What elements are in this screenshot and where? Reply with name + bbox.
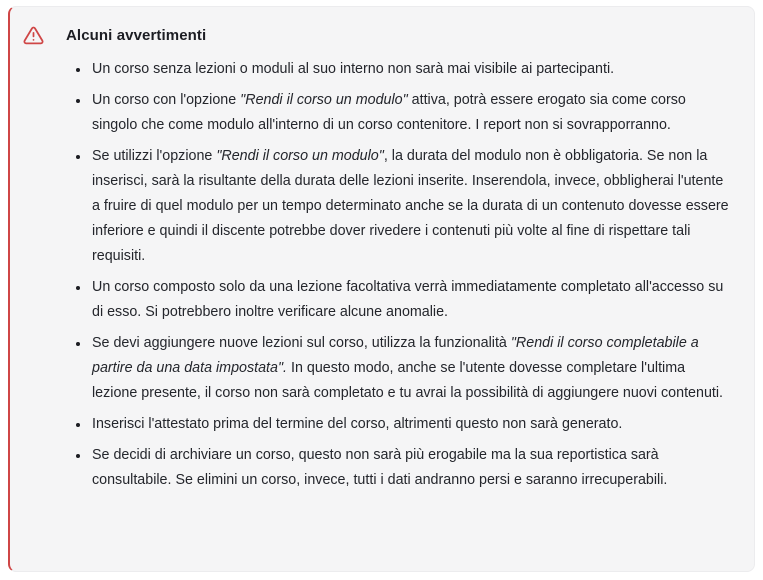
- warning-item: • Inserisci l'attestato prima del termine del corso, altrimenti questo non sarà generato.: [90, 412, 729, 437]
- warnings-list: [22, 57, 729, 493]
- warning-item: • Se utilizzi l'opzione "Rendi il corso un modulo", la durata del modulo non è obbligatoria. Se non la inserisci, sarà la risultante della durata delle lezioni inserite. Inserendola, invece, obbligherai l'utente a fruire di quel modulo per un tempo determinato anche se la durata di un contenuto dovesse essere inferiore e quindi il discente potrebbe dover rivedere i contenuti più volte al fine di rispettare tali requisiti.: [90, 144, 729, 269]
- warning-item: • Se decidi di archiviare un corso, questo non sarà più erogabile ma la sua reportistica sarà consultabile. Se elimini un corso, invece, tutti i dati andranno persi e saranno irrecuperabili.: [90, 443, 729, 493]
- warning-item: • Un corso senza lezioni o moduli al suo interno non sarà mai visibile ai partecipanti.: [90, 57, 729, 82]
- warning-item: • Un corso composto solo da una lezione facoltativa verrà immediatamente completato all'accesso su di esso. Si potrebbero inoltre verificare alcune anomalie.: [90, 275, 729, 325]
- panel-title: Alcuni avvertimenti: [66, 26, 207, 44]
- warning-header: [22, 24, 729, 46]
- warning-item: • Se devi aggiungere nuove lezioni sul corso, utilizza la funzionalità "Rendi il corso completabile a partire da una data impostata". In questo modo, anche se l'utente dovesse completare l'ultima lezione presente, il corso non sarà completato e tu avrai la possibilità di aggiungere nuovi contenuti.: [90, 331, 729, 406]
- warning-triangle-icon: [22, 24, 44, 46]
- warning-callout-panel: [8, 6, 755, 572]
- warning-item: • Un corso con l'opzione "Rendi il corso un modulo" attiva, potrà essere erogato sia come corso singolo che come modulo all'interno di un corso contenitore. I report non si sovrapporranno.: [90, 88, 729, 138]
